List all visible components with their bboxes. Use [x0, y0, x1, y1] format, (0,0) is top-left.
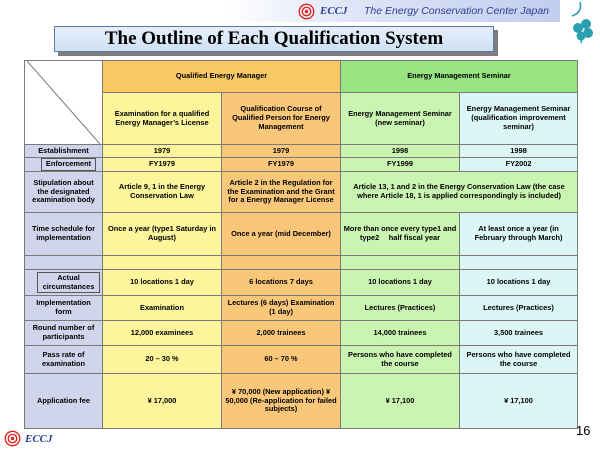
- table-cell: 1998: [341, 145, 460, 158]
- row-spacer: [25, 256, 103, 270]
- table-cell: FY1999: [341, 158, 460, 172]
- clover-icon: [562, 0, 600, 44]
- table-cell: 10 locations 1 day: [341, 270, 460, 296]
- page-title: The Outline of Each Qualification System: [54, 26, 494, 52]
- row-label: Pass rate of examination: [25, 346, 103, 374]
- table-cell: 1998: [460, 145, 578, 158]
- row-label: Round number of participants: [25, 321, 103, 346]
- row-label: Application fee: [25, 374, 103, 429]
- table-cell: Article 2 in the Regulation for the Examination and the Grant for a Energy Manager License: [222, 172, 341, 213]
- table-cell: 1979: [222, 145, 341, 158]
- qem-group-header: Qualified Energy Manager: [103, 61, 341, 93]
- table-cell: Once a year (type1 Saturday in August): [103, 213, 222, 256]
- table-cell: Lectures (Practices): [460, 296, 578, 321]
- row-label: Time schedule for implementation: [25, 213, 103, 256]
- table-row: [25, 172, 578, 213]
- table-row: [25, 270, 578, 296]
- corner-cell: [25, 61, 103, 145]
- table-cell: Lectures (6 days) Examination (1 day): [222, 296, 341, 321]
- table-cell: 10 locations 1 day: [460, 270, 578, 296]
- column-header: Energy Management Seminar (new seminar): [341, 93, 460, 145]
- table-cell: ¥ 17,100: [460, 374, 578, 429]
- table-row: [25, 61, 578, 93]
- table-cell: 3,500 trainees: [460, 321, 578, 346]
- qualification-table: [24, 60, 578, 429]
- table-cell: Article 13, 1 and 2 in the Energy Conservation Law (the case where Article 18, 1 is applied correspondingly is included): [341, 172, 578, 213]
- row-label: [25, 270, 103, 296]
- column-header: Examination for a qualified Energy Manager’s License: [103, 93, 222, 145]
- table-cell: ¥ 70,000 (New application) ¥ 50,000 (Re-application for failed subjects): [222, 374, 341, 429]
- table-cell: [103, 256, 222, 270]
- table-row: [25, 374, 578, 429]
- table-row: [25, 145, 578, 158]
- table-cell: 10 locations 1 day: [103, 270, 222, 296]
- table-cell: Examination: [103, 296, 222, 321]
- table-cell: [341, 256, 460, 270]
- table-cell: ¥ 17,100: [341, 374, 460, 429]
- row-label: Establishment: [25, 145, 103, 158]
- eccj-logo-icon: [4, 430, 21, 447]
- eccj-logo-icon: [298, 3, 315, 20]
- header-organization: The Energy Conservation Center Japan: [364, 5, 550, 17]
- table-cell: 1979: [103, 145, 222, 158]
- table-cell: Lectures (Practices): [341, 296, 460, 321]
- table-cell: 14,000 trainees: [341, 321, 460, 346]
- row-label: Implementation form: [25, 296, 103, 321]
- table-cell: 12,000 examinees: [103, 321, 222, 346]
- table-cell: Persons who have completed the course: [341, 346, 460, 374]
- table-row: [25, 256, 578, 270]
- table-cell: 60 – 70 %: [222, 346, 341, 374]
- table-row: [25, 296, 578, 321]
- table-cell: 6 locations 7 days: [222, 270, 341, 296]
- row-sublabel: Actual circumstances: [37, 272, 100, 294]
- table-cell: [222, 256, 341, 270]
- table-cell: Article 9, 1 in the Energy Conservation Law: [103, 172, 222, 213]
- ems-group-header: Energy Management Seminar: [341, 61, 578, 93]
- table-cell: ¥ 17,000: [103, 374, 222, 429]
- table-row: [25, 321, 578, 346]
- table-row: [25, 158, 578, 172]
- row-label: Stipulation about the designated examination body: [25, 172, 103, 213]
- table-row: [25, 93, 578, 145]
- table-cell: FY1979: [222, 158, 341, 172]
- header-logo-text: ECCJ: [320, 5, 348, 17]
- footer-logo-text: ECCJ: [25, 433, 53, 445]
- row-sublabel: Enforcement: [41, 158, 96, 171]
- table-row: [25, 213, 578, 256]
- table-cell: Persons who have completed the course: [460, 346, 578, 374]
- column-header: Energy Management Seminar (qualification improvement seminar): [460, 93, 578, 145]
- table-cell: 2,000 trainees: [222, 321, 341, 346]
- table-cell: FY2002: [460, 158, 578, 172]
- table-cell: [460, 256, 578, 270]
- table-cell: 20 – 30 %: [103, 346, 222, 374]
- column-header: Qualification Course of Qualified Person for Energy Management: [222, 93, 341, 145]
- table-cell: More than once every type1 and type2 half fiscal year: [341, 213, 460, 256]
- table-cell: Once a year (mid December): [222, 213, 341, 256]
- table-cell: At least once a year (in February through March): [460, 213, 578, 256]
- table-row: [25, 346, 578, 374]
- row-label: [25, 158, 103, 172]
- table-cell: FY1979: [103, 158, 222, 172]
- page-number: 16: [576, 423, 591, 438]
